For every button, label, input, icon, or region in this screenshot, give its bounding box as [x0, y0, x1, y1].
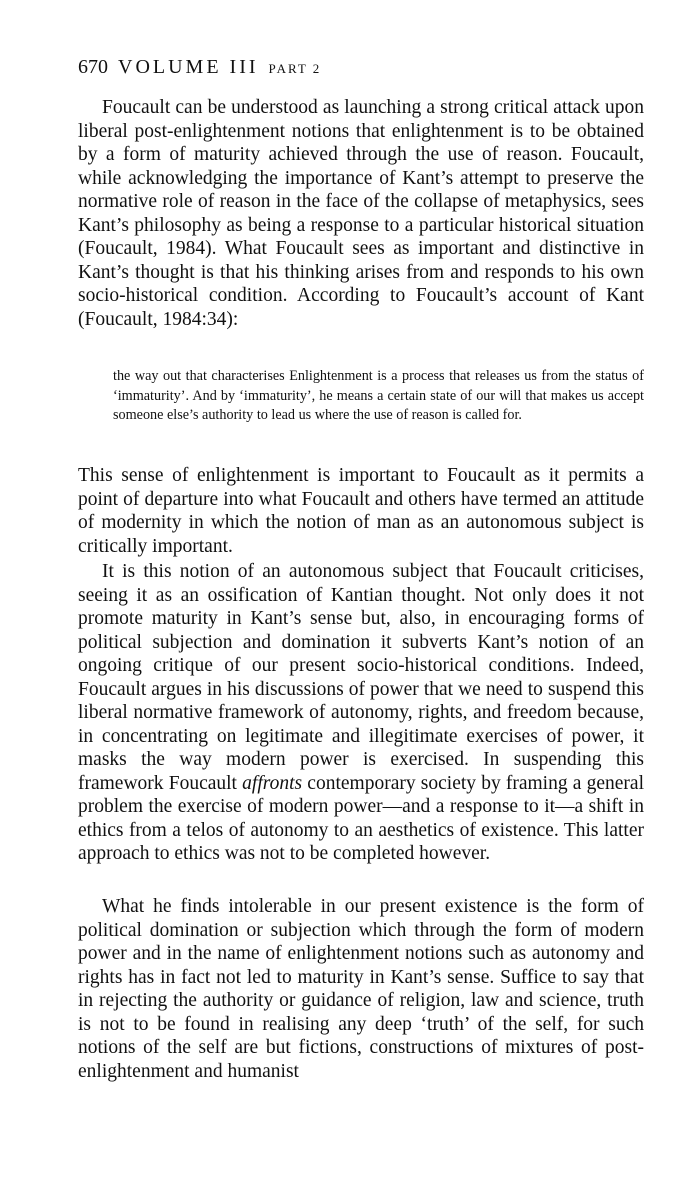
- block-quote-text: the way out that characterises Enlightenment is a process that releases us from the status of ‘immaturity’. And by ‘immaturity’, he means a certain state of our will that makes us accept someone else’s authority to lead us where the use of reason is called for.: [113, 368, 644, 424]
- paragraph-4-text: What he finds intolerable in our present existence is the form of political domination or subjection which through the form of modern power and in the name of enlightenment notions such as autonomy and rights has in fact not led to maturity in Kant’s sense. Suffice to say that in rejecting the authority or guidance of religion, law and science, truth is not to be found in realising any deep ‘truth’ of the self, for such notions of the self are but fictions, constructions of mixtures of post-enlightenment and humanist: [78, 896, 644, 1082]
- paragraph-3: [78, 560, 644, 866]
- paragraph-2: [78, 464, 644, 558]
- paragraph-1: [78, 96, 644, 331]
- block-quote: [113, 367, 644, 426]
- paragraph-3-text: [78, 560, 644, 866]
- paragraph-4: [78, 895, 644, 1083]
- volume-label: VOLUME III: [118, 56, 259, 78]
- paragraph-2-text: This sense of enlightenment is important to Foucault as it permits a point of departure into what Foucault and others have termed an attitude of modernity in which the notion of man as an autonomous subject is critically important.: [78, 465, 644, 557]
- running-header: [78, 54, 321, 82]
- emphasis-affronts: affronts: [242, 772, 303, 794]
- page-number: 670: [78, 56, 108, 78]
- part-label: PART 2: [268, 61, 322, 76]
- paragraph-3-part-a: It is this notion of an autonomous subject that Foucault criticises, seeing it as an ossification of Kantian thought. Not only does it not promote maturity in Kant’s sense but, also, in encouraging forms of political subjection and domination it subverts Kant’s notion of an ongoing critique of our present socio-historical conditions. Indeed, Foucault argues in his discussions of power that we need to suspend this liberal normative framework of autonomy, rights, and freedom because, in concentrating on legitimate and illegitimate exercises of power, it masks the way modern power is exercised. In suspending this framework Foucault: [78, 561, 644, 794]
- paragraph-1-text: Foucault can be understood as launching a strong critical attack upon liberal post-enlightenment notions that enlightenment is to be obtained by a form of maturity achieved through the use of reason. Foucault, while acknowledging the importance of Kant’s attempt to preserve the normative role of reason in the face of the collapse of metaphysics, sees Kant’s philosophy as being a response to a particular historical situation (Foucault, 1984). What Foucault sees as important and distinctive in Kant’s thought is that his thinking arises from and responds to his own socio-historical condition. According to Foucault’s account of Kant (Foucault, 1984:34):: [78, 97, 644, 330]
- paragraph-3-part-b: contemporary society by framing a general problem the exercise of modern power—and a response to it—a shift in ethics from a telos of autonomy to an aesthetics of existence. This latter approach to ethics was not to be completed however.: [78, 772, 644, 864]
